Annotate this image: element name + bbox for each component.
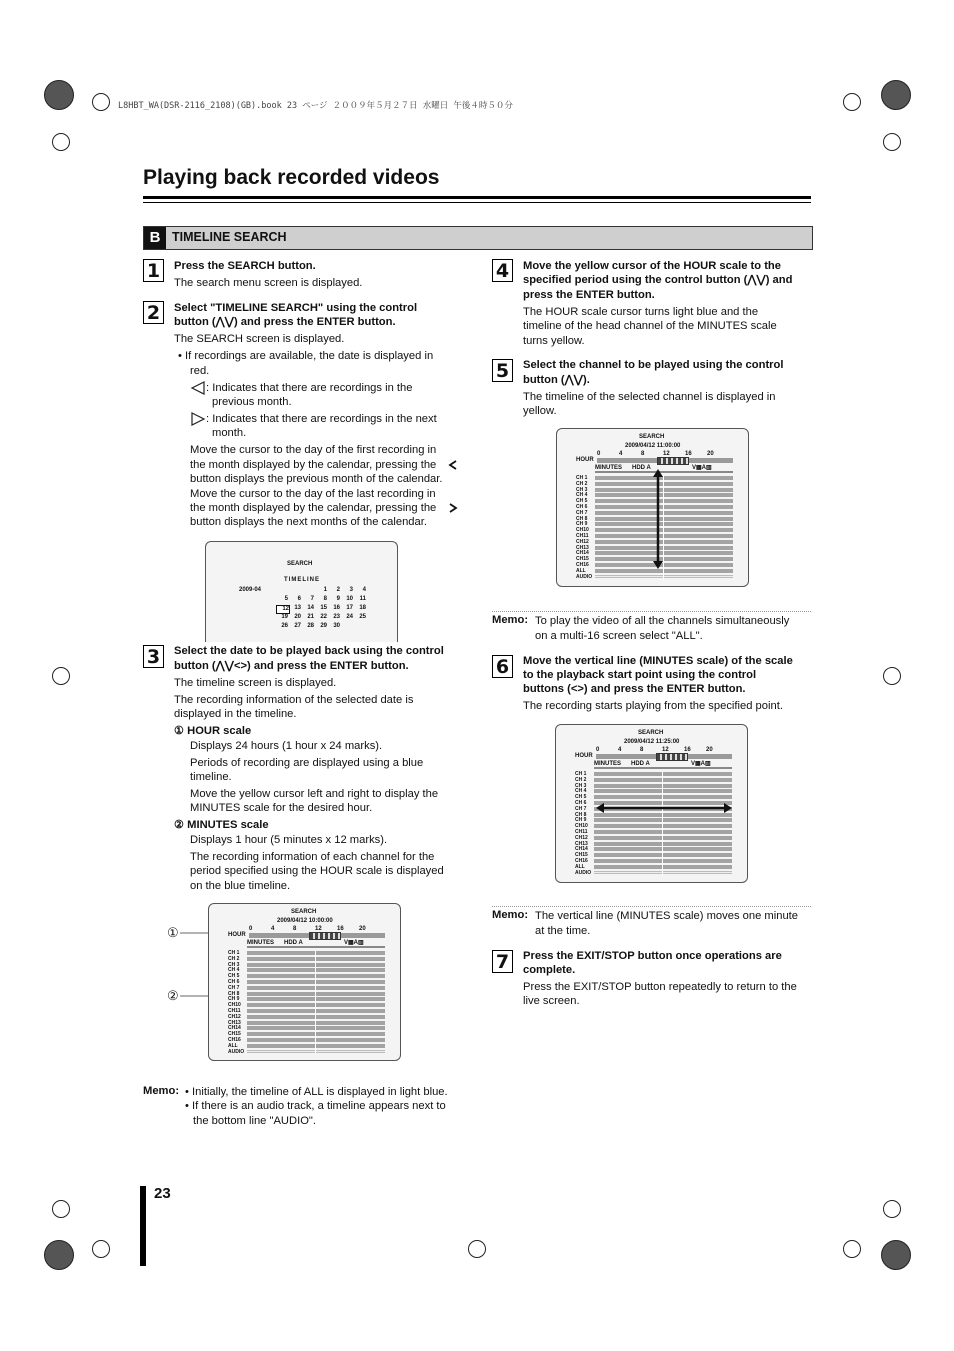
calendar-day: 13 — [294, 605, 301, 611]
step-heading: Move the vertical line (MINUTES scale) of the scale — [523, 655, 793, 667]
channel-label: CH 1 — [228, 950, 240, 956]
channel-timeline — [595, 482, 733, 486]
step-text: Press the EXIT/STOP button repeatedly to return to the — [523, 981, 797, 993]
channel-timeline — [595, 488, 733, 492]
hour-tick: 12 — [663, 451, 670, 457]
hour-label: HOUR — [575, 753, 593, 759]
crosshair-icon — [843, 93, 861, 111]
step-text: • If recordings are available, the date is displayed in — [178, 350, 434, 362]
hour-tick: 20 — [707, 451, 714, 457]
subheading: ① HOUR scale — [174, 725, 252, 737]
timeline-screen — [556, 428, 749, 587]
channel-timeline — [595, 534, 733, 538]
hour-tick: 0 — [249, 926, 253, 932]
channel-timeline — [595, 476, 733, 480]
step-heading: to the playback start point using the control — [523, 669, 757, 681]
step-heading: complete. — [523, 964, 576, 976]
channel-label: CH12 — [228, 1013, 241, 1020]
step-number: 1 — [143, 259, 164, 282]
channel-timeline — [594, 836, 732, 840]
channel-timeline — [595, 511, 733, 515]
calendar-day: 21 — [307, 614, 314, 620]
calendar-month: 2009-04 — [239, 587, 262, 593]
step-text: The recording information of each channel for the — [190, 851, 435, 863]
subheading: ② MINUTES scale — [174, 819, 269, 831]
step-text: Move the cursor to the day of the first recording in — [190, 444, 437, 456]
channel-label: CH13 — [576, 544, 589, 551]
va-label: V▦A▥ — [692, 465, 712, 471]
file-header: L8HBT_WA(DSR-2116_2108)(GB).book 23 ページ ２００９年５月２７日 水曜日 午後４時５０分 — [118, 101, 513, 111]
channel-timeline — [247, 1009, 385, 1013]
channel-timeline — [247, 957, 385, 961]
calendar-day: 14 — [307, 605, 314, 611]
channel-timeline — [247, 1044, 385, 1048]
calendar-day: 23 — [333, 614, 340, 620]
memo-label: Memo: — [492, 614, 529, 626]
crosshair-icon — [52, 667, 70, 685]
screen-date: 2009/04/12 11:00:00 — [625, 443, 681, 449]
channel-label: CH15 — [576, 556, 589, 563]
hour-tick: 8 — [640, 747, 644, 753]
section-title: TIMELINE SEARCH — [172, 230, 287, 244]
channel-label: CH11 — [575, 829, 588, 835]
hdd-label: HDD A — [631, 761, 650, 767]
crosshair-icon — [843, 1240, 861, 1258]
screen-date: 2009/04/12 10:00:00 — [277, 918, 333, 924]
crosshair-icon — [92, 1240, 110, 1258]
channel-label: CH16 — [228, 1037, 241, 1043]
channel-timeline — [594, 859, 732, 863]
memo-text: • Initially, the timeline of ALL is displayed in light blue. — [185, 1086, 448, 1098]
channel-label: CH14 — [575, 846, 588, 853]
calendar-day: 17 — [346, 605, 353, 611]
calendar-day: 26 — [281, 623, 288, 629]
channel-label: CH15 — [228, 1031, 241, 1038]
memo-label: Memo: — [143, 1085, 180, 1097]
channel-label: CH 4 — [228, 967, 240, 974]
channel-label: CH 9 — [575, 817, 587, 824]
channel-label: CH 4 — [576, 492, 588, 499]
channel-timeline — [595, 563, 733, 567]
step-text: turns yellow. — [523, 335, 585, 347]
minutes-scale-bar — [595, 471, 733, 473]
minutes-label: MINUTES — [594, 761, 621, 767]
minutes-label: MINUTES — [595, 465, 622, 471]
channel-timeline — [247, 980, 385, 984]
step-text: Move the cursor to the day of the last recording in — [190, 488, 436, 500]
channel-label: CH15 — [575, 852, 588, 859]
hour-tick: 0 — [597, 451, 601, 457]
step-text: timeline of the head channel of the MINUTES scale — [523, 320, 777, 332]
minutes-vertical-line — [315, 950, 316, 1055]
step-text: period specified using the HOUR scale is displayed — [190, 865, 444, 877]
step-text: The search menu screen is displayed. — [174, 277, 363, 289]
channel-label: CH 9 — [576, 521, 588, 528]
step-text: displayed in the timeline. — [174, 708, 297, 720]
registration-mark-icon — [44, 1240, 74, 1270]
screen-title: SEARCH — [639, 434, 665, 440]
screen-title: SEARCH — [291, 909, 317, 915]
memo-text: • If there is an audio track, a timeline appears next to — [185, 1100, 446, 1112]
hour-tick: 4 — [618, 747, 622, 753]
channel-label: CH14 — [228, 1025, 241, 1032]
hour-label: HOUR — [576, 457, 594, 463]
crosshair-icon — [52, 1200, 70, 1218]
hour-cursor — [656, 753, 688, 761]
channel-timeline — [594, 795, 732, 799]
step-text: : Indicates that there are recordings in the next — [206, 413, 437, 425]
memo-text: on a multi-16 screen select "ALL". — [535, 630, 703, 642]
step-text: The HOUR scale cursor turns light blue and the — [523, 306, 759, 318]
channel-label: ALL — [575, 863, 585, 870]
step-number: 4 — [492, 259, 513, 282]
va-label: V▦A▥ — [691, 761, 711, 767]
channel-label: CH 8 — [576, 515, 588, 522]
title-rule-thin — [143, 202, 811, 203]
calendar-day: 4 — [362, 587, 366, 593]
channel-label: CH 3 — [576, 486, 588, 493]
step-heading: specified period using the control button (⋀⋁) and — [523, 274, 793, 286]
channel-timeline — [247, 963, 385, 967]
screen-title: SEARCH — [287, 561, 313, 567]
step-heading: Select the date to be played back using the control — [174, 645, 444, 657]
channel-label: ALL — [228, 1042, 238, 1049]
channel-label: AUDIO — [228, 1048, 245, 1055]
crosshair-icon — [883, 133, 901, 151]
channel-label: CH 1 — [576, 475, 588, 481]
step-heading: Press the EXIT/STOP button once operations are — [523, 950, 782, 962]
channel-timeline — [595, 540, 733, 544]
hour-tick: 8 — [293, 926, 297, 932]
channel-label: CH 8 — [575, 811, 587, 818]
step-number: 3 — [143, 645, 164, 668]
channel-timeline — [595, 528, 733, 532]
memo-text: To play the video of all the channels simultaneously — [535, 615, 790, 627]
channel-timeline — [247, 968, 385, 972]
channel-timeline — [594, 865, 732, 869]
hour-cursor — [309, 932, 341, 940]
horizontal-arrow-icon — [596, 802, 732, 814]
channel-timeline — [247, 1032, 385, 1036]
calendar-day: 24 — [346, 614, 353, 620]
hour-tick: 4 — [619, 451, 623, 457]
step-heading: Press the SEARCH button. — [174, 260, 316, 272]
next-month-icon — [190, 412, 206, 426]
minutes-vertical-line — [662, 771, 663, 876]
registration-mark-icon — [44, 80, 74, 110]
channel-timeline — [594, 818, 732, 822]
step-text: button displays the next months of the calendar. — [190, 516, 427, 528]
channel-timeline — [595, 551, 733, 555]
step-heading: Select the channel to be played using the control — [523, 359, 784, 371]
channel-label: CH12 — [575, 834, 588, 841]
calendar-day: 6 — [297, 596, 301, 602]
channel-label: CH16 — [576, 562, 589, 568]
channel-timeline — [595, 505, 733, 509]
channel-timeline — [595, 557, 733, 561]
hour-tick: 16 — [685, 451, 692, 457]
channel-label: CH16 — [575, 858, 588, 864]
memo-label: Memo: — [492, 909, 529, 921]
step-text: The timeline screen is displayed. — [174, 677, 337, 689]
calendar-day: 8 — [323, 596, 327, 602]
step-number: 6 — [492, 655, 513, 678]
hour-tick: 12 — [662, 747, 669, 753]
step-text: button displays the previous month of the calendar. — [190, 473, 443, 485]
channel-label: CH14 — [576, 550, 589, 557]
channel-label: CH11 — [576, 533, 589, 539]
step-heading: Select "TIMELINE SEARCH" using the control — [174, 302, 418, 314]
step-heading: button (⋀⋁). — [523, 374, 590, 386]
va-label: V▦A▥ — [344, 940, 364, 946]
step-text: Move the yellow cursor left and right to display the — [190, 788, 439, 800]
channel-label: CH10 — [575, 823, 588, 830]
channel-label: CH 2 — [228, 955, 240, 962]
section-badge: B — [144, 227, 166, 249]
channel-timeline — [247, 1015, 385, 1019]
channel-timeline — [594, 778, 732, 782]
prev-month-icon — [190, 381, 206, 395]
channel-label: CH 9 — [228, 996, 240, 1003]
registration-mark-icon — [881, 1240, 911, 1270]
hdd-label: HDD A — [632, 465, 651, 471]
channel-label: CH10 — [228, 1002, 241, 1009]
step-text: MINUTES scale for the desired hour. — [190, 802, 373, 814]
channel-label: AUDIO — [576, 573, 593, 580]
calendar-day: 5 — [284, 596, 288, 602]
minutes-scale-bar — [594, 767, 732, 769]
calendar-day: 30 — [333, 623, 340, 629]
channel-timeline — [247, 1021, 385, 1025]
step-text: The timeline of the selected channel is displayed in — [523, 391, 776, 403]
channel-timeline — [595, 569, 733, 573]
channel-timeline — [595, 575, 733, 578]
channel-label: CH 4 — [575, 788, 587, 795]
calendar-day: 11 — [359, 596, 366, 602]
channel-label: CH 6 — [576, 504, 588, 510]
calendar-day: 1 — [323, 587, 327, 593]
step-text: timeline. — [190, 771, 232, 783]
channel-timeline — [595, 493, 733, 497]
channel-label: CH 5 — [228, 973, 240, 980]
calendar-day: 10 — [346, 596, 353, 602]
calendar-day: 3 — [349, 587, 353, 593]
channel-label: CH 5 — [576, 498, 588, 505]
vertical-arrow-icon — [652, 469, 664, 569]
memo-divider — [492, 611, 811, 612]
calendar-day: 20 — [294, 614, 301, 620]
step-text: live screen. — [523, 995, 580, 1007]
timeline-screen — [208, 903, 401, 1061]
step-number: 7 — [492, 950, 513, 973]
step-text: red. — [190, 365, 210, 377]
channel-timeline — [594, 842, 732, 846]
channel-timeline — [595, 499, 733, 503]
hour-tick: 16 — [684, 747, 691, 753]
channel-timeline — [247, 951, 385, 955]
memo-text: the bottom line "AUDIO". — [193, 1115, 316, 1127]
timeline-screen — [555, 724, 748, 883]
step-text: The recording starts playing from the specified point. — [523, 700, 783, 712]
calendar-day: 15 — [320, 605, 327, 611]
channel-timeline — [247, 992, 385, 996]
channel-timeline — [247, 997, 385, 1001]
channel-label: CH 3 — [228, 961, 240, 968]
crosshair-icon — [883, 667, 901, 685]
channel-label: CH11 — [228, 1008, 241, 1014]
channel-timeline — [247, 1003, 385, 1007]
hour-tick: 12 — [315, 926, 322, 932]
hour-label: HOUR — [228, 932, 246, 938]
page-title: Playing back recorded videos — [143, 166, 440, 189]
step-heading: press the ENTER button. — [523, 289, 655, 301]
crosshair-icon — [52, 133, 70, 151]
channel-timeline — [594, 853, 732, 857]
hour-tick: 8 — [641, 451, 645, 457]
crosshair-icon — [883, 1200, 901, 1218]
channel-label: CH 1 — [575, 771, 587, 777]
calendar-day: 7 — [310, 596, 314, 602]
calendar-day: 19 — [281, 614, 288, 620]
calendar-day: 27 — [294, 623, 301, 629]
right-chevron-icon — [448, 503, 458, 513]
screen-subtitle: TIMELINE — [284, 577, 320, 583]
calendar-day: 25 — [359, 614, 366, 620]
channel-label: CH10 — [576, 527, 589, 534]
hour-tick: 4 — [271, 926, 275, 932]
channel-timeline — [247, 1038, 385, 1042]
step-text: : Indicates that there are recordings in the — [206, 382, 413, 394]
channel-label: CH 2 — [575, 776, 587, 783]
step-text: Periods of recording are displayed using a blue — [190, 757, 424, 769]
hour-tick: 20 — [359, 926, 366, 932]
calendar-day: 18 — [359, 605, 366, 611]
calendar-day: 29 — [320, 623, 327, 629]
calendar-day: 9 — [336, 596, 340, 602]
channel-label: CH 7 — [228, 984, 240, 991]
step-text: The SEARCH screen is displayed. — [174, 333, 345, 345]
memo-text: at the time. — [535, 925, 591, 937]
channel-label: CH 3 — [575, 782, 587, 789]
hdd-label: HDD A — [284, 940, 303, 946]
step-heading: buttons (<>) and press the ENTER button. — [523, 683, 746, 695]
step-text: the month displayed by the calendar, pressing the — [190, 459, 437, 471]
channel-label: CH 7 — [576, 509, 588, 516]
hour-tick: 16 — [337, 926, 344, 932]
calendar-day: 28 — [307, 623, 314, 629]
channel-label: AUDIO — [575, 869, 592, 876]
channel-timeline — [594, 772, 732, 776]
channel-label: CH 8 — [228, 990, 240, 997]
channel-label: CH13 — [228, 1019, 241, 1026]
channel-label: ALL — [576, 567, 586, 574]
hour-cursor — [657, 457, 689, 465]
calendar-day: 22 — [320, 614, 327, 620]
minutes-scale-bar — [247, 946, 385, 948]
step-heading: Move the yellow cursor of the HOUR scale to the — [523, 260, 781, 272]
channel-timeline — [595, 522, 733, 526]
step-heading: button (⋀⋁<>) and press the ENTER button. — [174, 660, 409, 672]
channel-timeline — [594, 784, 732, 788]
channel-label: CH 7 — [575, 805, 587, 812]
channel-timeline — [594, 824, 732, 828]
step-text: the month displayed by the calendar, pressing the — [190, 502, 437, 514]
channel-timeline — [247, 986, 385, 990]
step-number: 5 — [492, 359, 513, 382]
callout-1: ① — [167, 925, 179, 940]
left-chevron-icon — [448, 460, 458, 470]
calendar-day: 16 — [333, 605, 340, 611]
step-text: month. — [212, 427, 247, 439]
page-number-bar — [140, 1186, 146, 1266]
screen-date: 2009/04/12 11:25:00 — [624, 739, 680, 745]
step-text: on the blue timeline. — [190, 880, 291, 892]
step-text: The recording information of the selected date is — [174, 694, 414, 706]
channel-label: CH 5 — [575, 794, 587, 801]
calendar-day: 2 — [336, 587, 340, 593]
calendar-day: 12 — [276, 605, 290, 614]
step-text: previous month. — [212, 396, 292, 408]
step-text: Displays 24 hours (1 hour x 24 marks). — [190, 740, 383, 752]
callout-2: ② — [167, 988, 179, 1003]
channel-timeline — [594, 871, 732, 874]
memo-text: The vertical line (MINUTES scale) moves one minute — [535, 910, 798, 922]
step-heading: button (⋀⋁) and press the ENTER button. — [174, 316, 396, 328]
registration-mark-icon — [881, 80, 911, 110]
channel-timeline — [595, 546, 733, 550]
channel-timeline — [594, 789, 732, 793]
section-header — [143, 226, 813, 250]
channel-timeline — [594, 847, 732, 851]
screen-title: SEARCH — [638, 730, 664, 736]
channel-timeline — [595, 517, 733, 521]
title-rule — [143, 196, 811, 199]
channel-timeline — [247, 974, 385, 978]
crosshair-icon — [92, 93, 110, 111]
calendar-screen — [205, 541, 398, 642]
channel-timeline — [594, 830, 732, 834]
channel-timeline — [247, 1026, 385, 1030]
channel-label: CH12 — [576, 538, 589, 545]
hour-tick: 20 — [706, 747, 713, 753]
memo-divider — [492, 906, 811, 907]
channel-label: CH13 — [575, 840, 588, 847]
channel-timeline — [247, 1050, 385, 1053]
step-text: Displays 1 hour (5 minutes x 12 marks). — [190, 834, 388, 846]
minutes-label: MINUTES — [247, 940, 274, 946]
channel-label: CH 6 — [575, 800, 587, 806]
step-number: 2 — [143, 301, 164, 324]
step-text: yellow. — [523, 405, 557, 417]
channel-label: CH 2 — [576, 480, 588, 487]
crosshair-icon — [468, 1240, 486, 1258]
hour-tick: 0 — [596, 747, 600, 753]
channel-label: CH 6 — [228, 979, 240, 985]
page-number: 23 — [154, 1185, 171, 1202]
